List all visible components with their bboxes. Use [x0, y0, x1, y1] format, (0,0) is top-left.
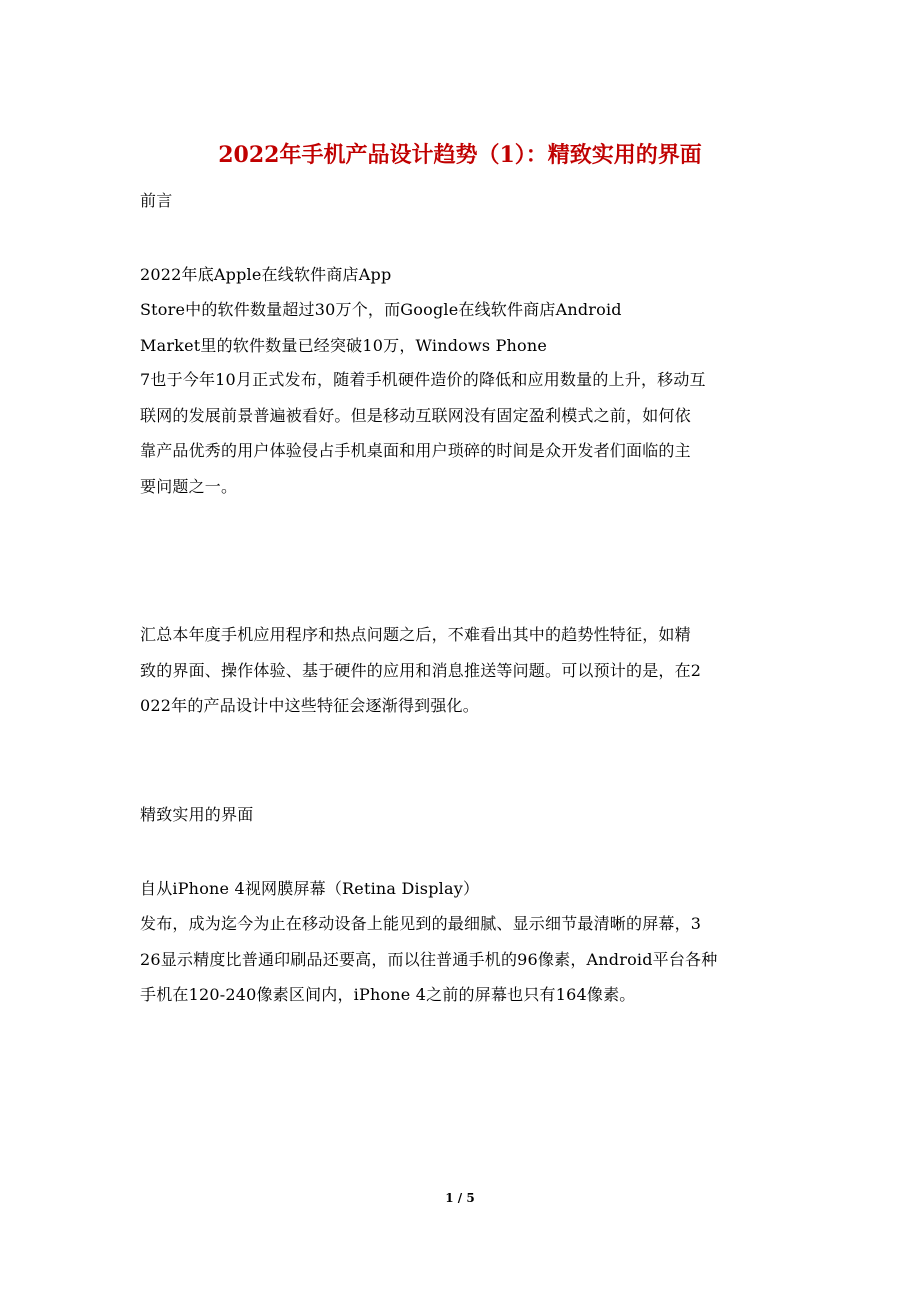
paragraph-line: 2022年底Apple在线软件商店App [140, 265, 392, 284]
paragraph-line: 要问题之一。 [140, 477, 238, 496]
document-title: 2022年手机产品设计趋势（1）：精致实用的界面 [218, 142, 702, 168]
section-heading: 精致实用的界面 [140, 805, 254, 824]
paragraph-line: 手机在120-240像素区间内，iPhone 4之前的屏幕也只有164像素。 [140, 985, 636, 1004]
paragraph-line: 发布，成为迄今为止在移动设备上能见到的最细腻、显示细节最清晰的屏幕，3 [140, 914, 702, 933]
page-number: 1 / 5 [445, 1191, 475, 1205]
paragraph-line: 7也于今年10月正式发布，随着手机硬件造价的降低和应用数量的上升，移动互 [140, 370, 706, 389]
paragraph-line: 自从iPhone 4视网膜屏幕（Retina Display） [140, 879, 480, 898]
paragraph-line: 26显示精度比普通印刷品还要高，而以往普通手机的96像素，Android平台各种 [140, 950, 718, 969]
paragraph-line: Market里的软件数量已经突破10万，Windows Phone [140, 336, 548, 355]
paragraph-line: 致的界面、操作体验、基于硬件的应用和消息推送等问题。可以预计的是，在2 [140, 661, 702, 680]
preface-heading: 前言 [140, 191, 173, 210]
paragraph-line: 联网的发展前景普遍被看好。但是移动互联网没有固定盈利模式之前，如何依 [140, 406, 691, 425]
paragraph-line: 汇总本年度手机应用程序和热点问题之后，不难看出其中的趋势性特征，如精 [140, 625, 691, 644]
paragraph-line: 022年的产品设计中这些特征会逐渐得到强化。 [140, 696, 479, 715]
paragraph-line: Store中的软件数量超过30万个，而Google在线软件商店Android [140, 300, 622, 319]
paragraph-line: 靠产品优秀的用户体验侵占手机桌面和用户琐碎的时间是众开发者们面临的主 [140, 441, 691, 460]
